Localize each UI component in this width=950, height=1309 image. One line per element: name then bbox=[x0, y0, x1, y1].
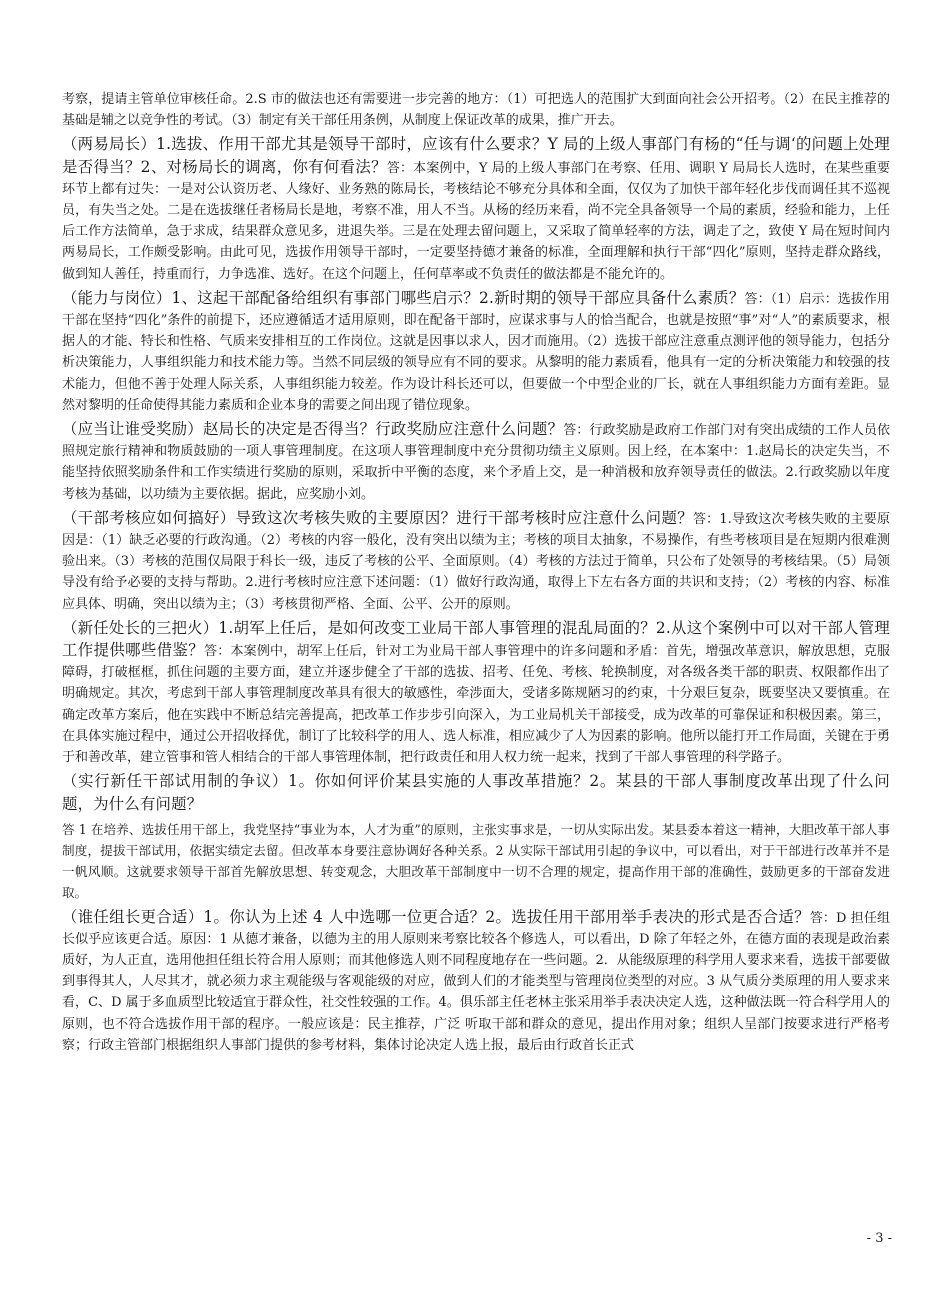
paragraph-lead: （干部考核应如何搞好）导致这次考核失败的主要原因？进行干部考核时应注意什么问题？ bbox=[62, 508, 693, 527]
paragraph-text: 答：本案例中，胡军上任后，针对工为业局干部人事管理中的许多问题和矛盾：首先，增强改革意识，解放思想，克服障碍，打破框框，抓住问题的主要方面，建立并逐步健全了干部的选拔、招考、任免、考核、轮换制度，对各级各类干部的职责、权限都作出了明确规定。其次，考虑到干部人事管理制度改革具有很大的敏感性，牵涉面大，受诸多陈规陋习的约束，十分艰巨复杂，既要坚决又要慎重。在确定改革方案后，他在实践中不断总结完善提高，把改革工作步步引向深入，为工业局机关干部接受，成为改革的可靠保证和积极因素。第三，在具体实施过程中，通过公开招收择优，制订了比较科学的用人、选人标准，相应减少了人为因素的影响。他所以能打开工作局面，关键在于勇于和善改革，建立管事和管人相结合的干部人事管理体制，把行政责任和用人权力统一起来，找到了干部人事管理的科学路子。 bbox=[62, 644, 890, 766]
page-number: - 3 - bbox=[866, 1231, 892, 1246]
paragraph-lead: （谁任组长更合适）1。你认为上述 4 人中选哪一位更合适？2。选拔任用干部用举手表决的形式是否合适？ bbox=[62, 907, 810, 926]
paragraph-text: 考察，提请主管单位审核任命。2.S 市的做法也还有需要进一步完善的地方：（1）可把选人的范围扩大到面向社会公开招考。（2）在民主推荐的基础是辅之以竞争性的考试。（3）制定有关干部任用条例，从制度上保证改革的成果，推广开去。 bbox=[62, 92, 890, 129]
paragraph-text: 答：1.导致这次考核失败的主要原因是：（1）缺乏必要的行政沟通。（2）考核的内容一般化，没有突出以绩为主；考核的项目太抽象，不易操作，有些考核项目是在短期内很难测验出来。（3）考核的范围仅局限于科长一级，违反了考核的公平、全面原则。（4）考核的方法过于简单，只公布了处领导的考核结果。（5）局领导没有给予必要的支持与帮助。2.进行考核时应注意下述问题：（1）做好行政沟通，取得上下左右各方面的共识和支持；（2）考核的内容、标准应具体、明确，突出以绩为主；（3）考核贯彻严格、全面、公平、公开的原则。 bbox=[62, 511, 890, 612]
paragraph-case-cadre-assessment bbox=[62, 508, 890, 615]
paragraph-text: 答：本案例中，Y 局的上级人事部门在考察、任用、调职 Y 局局长人选时，在某些重要环节上都有过失：一是对公认资历老、人缘好、业务熟的陈局长，考核结论不够充分具体和全面，仅仅为了加快干部年轻化步伐而调任其不巡视员，有失当之处。二是在选拔继任者杨局长是地，考察不准，用人不当。从杨的经历来看，尚不完全具备领导一个局的素质，经验和能力，上任后工作方法简单，急于求成，结果群众意见多，进退失举。三是在处理去留问题上，又采取了简单轻率的方法，调走了之，致使 Y 局在短时间内两易局长，工作颇受影响。由此可见，选拔作用领导干部时，一定要坚持德才兼备的标准，全面理解和执行干部“四化”原则，坚持走群众路线，做到知人善任，持重而行，力争选准、选好。在这个问题上，任何草率或不负责任的做法都是不能允许的。 bbox=[62, 160, 890, 282]
paragraph-probation-answer bbox=[62, 819, 890, 904]
paragraph-text: 答：D 担任组长似乎应该更合适。原因：1 从德才兼备，以德为主的用人原则来考察比较各个修选人，可以看出，D 除了年轻之外，在德方面的表现是政治素质好，为人正直，选用他担任组长符合用人原则；而其他修选人则不同程度地存在一些问题。2．从能级原理的科学用人要求来看，选拔干部要做到事得其人，人尽其才，就必须力求主观能级与客观能级的对应，做到人们的才能类型与管理岗位类型的对应。3 从气质分类原理的用人要求来看，C、D 属于多血质型比较适宜于群众性，社交性较强的工作。4。俱乐部主任老林主张采用举手表决决定人选，这种做法既一符合科学用人的原则，也不符合选拔作用干部的程序。一般应该是：民主推荐，广泛 听取干部和群众的意见，提出作用对象；组织人呈部门按要求进行严格考察；行政主管部门根据组织人事部门提供的参考材料，集体讨论决定人选上报，最后由行政首长正式 bbox=[62, 910, 890, 1053]
paragraph-case-probation-dispute bbox=[62, 771, 890, 815]
paragraph-lead: （应当让谁受奖励）赵局长的决定是否得当？行政奖励应注意什么问题？ bbox=[62, 420, 564, 439]
paragraph-text: 答：行政奖励是政府工作部门对有突出成绩的工作人员依照规定旅行精神和物质鼓励的一项人事管理制度。在这项人事管理制度中充分贯彻功绩主义原则。因上经，在本案中：1.赵局长的决定失当，不能坚持依照奖励条件和工作实绩进行奖励的原则，采取折中平衡的态度，来个矛盾上交，是一种消极和放弃领导责任的做法。2.行政奖励以年度考核为基础，以功绩为主要依据。据此，应奖励小刘。 bbox=[62, 423, 890, 502]
paragraph-text: 答：（1）启示：选拔作用干部在坚持“四化”条件的前提下，还应遵循适才适用原则，即在配备干部时，应谋求事与人的恰当配合，也就是按照“事”对“人”的素质要求，根据人的才能、特长和性格、气质来安排相互的工作岗位。这就是因事以求人，因才而施用。（2）选拔干部应注意重点测评他的领导能力，包括分析决策能力，人事组织能力和技术能力等。当然不同层级的领导应有不同的要求。从黎明的能力素质看，他具有一定的分析决策能力和较强的技术能力，但他不善于处理人际关系，人事组织能力较差。作为设计科长还可以，但要做一个中型企业的厂长，就在人事组织能力方面有差距。显然对黎明的任命使得其能力素质和企业本身的需要之间出现了错位现象。 bbox=[62, 291, 890, 413]
paragraph-case-group-leader bbox=[62, 907, 890, 1056]
paragraph-lead: （新任处长的三把火）1.胡军上任后，是如何改变工业局干部人事管理的混乱局面的？2.从这个案例中可以对干部人管理工作提供哪些借鉴？ bbox=[62, 618, 890, 660]
paragraph-lead: （能力与岗位）1、这起干部配备给组织有事部门哪些启示？2.新时期的领导干部应具备什么素质？ bbox=[62, 288, 745, 307]
paragraph-case-new-director bbox=[62, 618, 890, 768]
paragraph-text: 答 1 在培养、选拔任用干部上，我党坚持“事业为本，人才为重”的原则，主张实事求是，一切从实际出发。某县委本着这一精神，大胆改革干部人事制度，提拔干部试用，依据实绩定去留。但改革本身要注意协调好各种关系。2 从实际干部试用引起的争议中，可以看出，对于干部进行改革并不是一帆风顺。这就要求领导干部首先解放思想、转变观念，大胆改革干部制度中一切不合理的规定，提高作用干部的准确性，鼓励更多的干部奋发进取。 bbox=[62, 821, 890, 901]
document-body bbox=[62, 88, 890, 1059]
paragraph-case-ability-and-post bbox=[62, 288, 890, 416]
paragraph-case-who-gets-award bbox=[62, 419, 890, 505]
paragraph-lead: （实行新任干部试用制的争议）1。你如何评价某县实施的人事改革措施？2。某县的干部人事制度改革出现了什么问题，为什么有问题？ bbox=[62, 772, 890, 813]
paragraph-case-two-director-changes bbox=[62, 134, 890, 284]
paragraph-lead: （两易局长）1.选拔、作用干部尤其是领导干部时，应该有什么要求？Y 局的上级人事部门有杨的“任与调‘的问题上处理是否得当？2、对杨局长的调离，你有何看法？ bbox=[62, 135, 890, 176]
paragraph-continuation bbox=[62, 88, 890, 131]
